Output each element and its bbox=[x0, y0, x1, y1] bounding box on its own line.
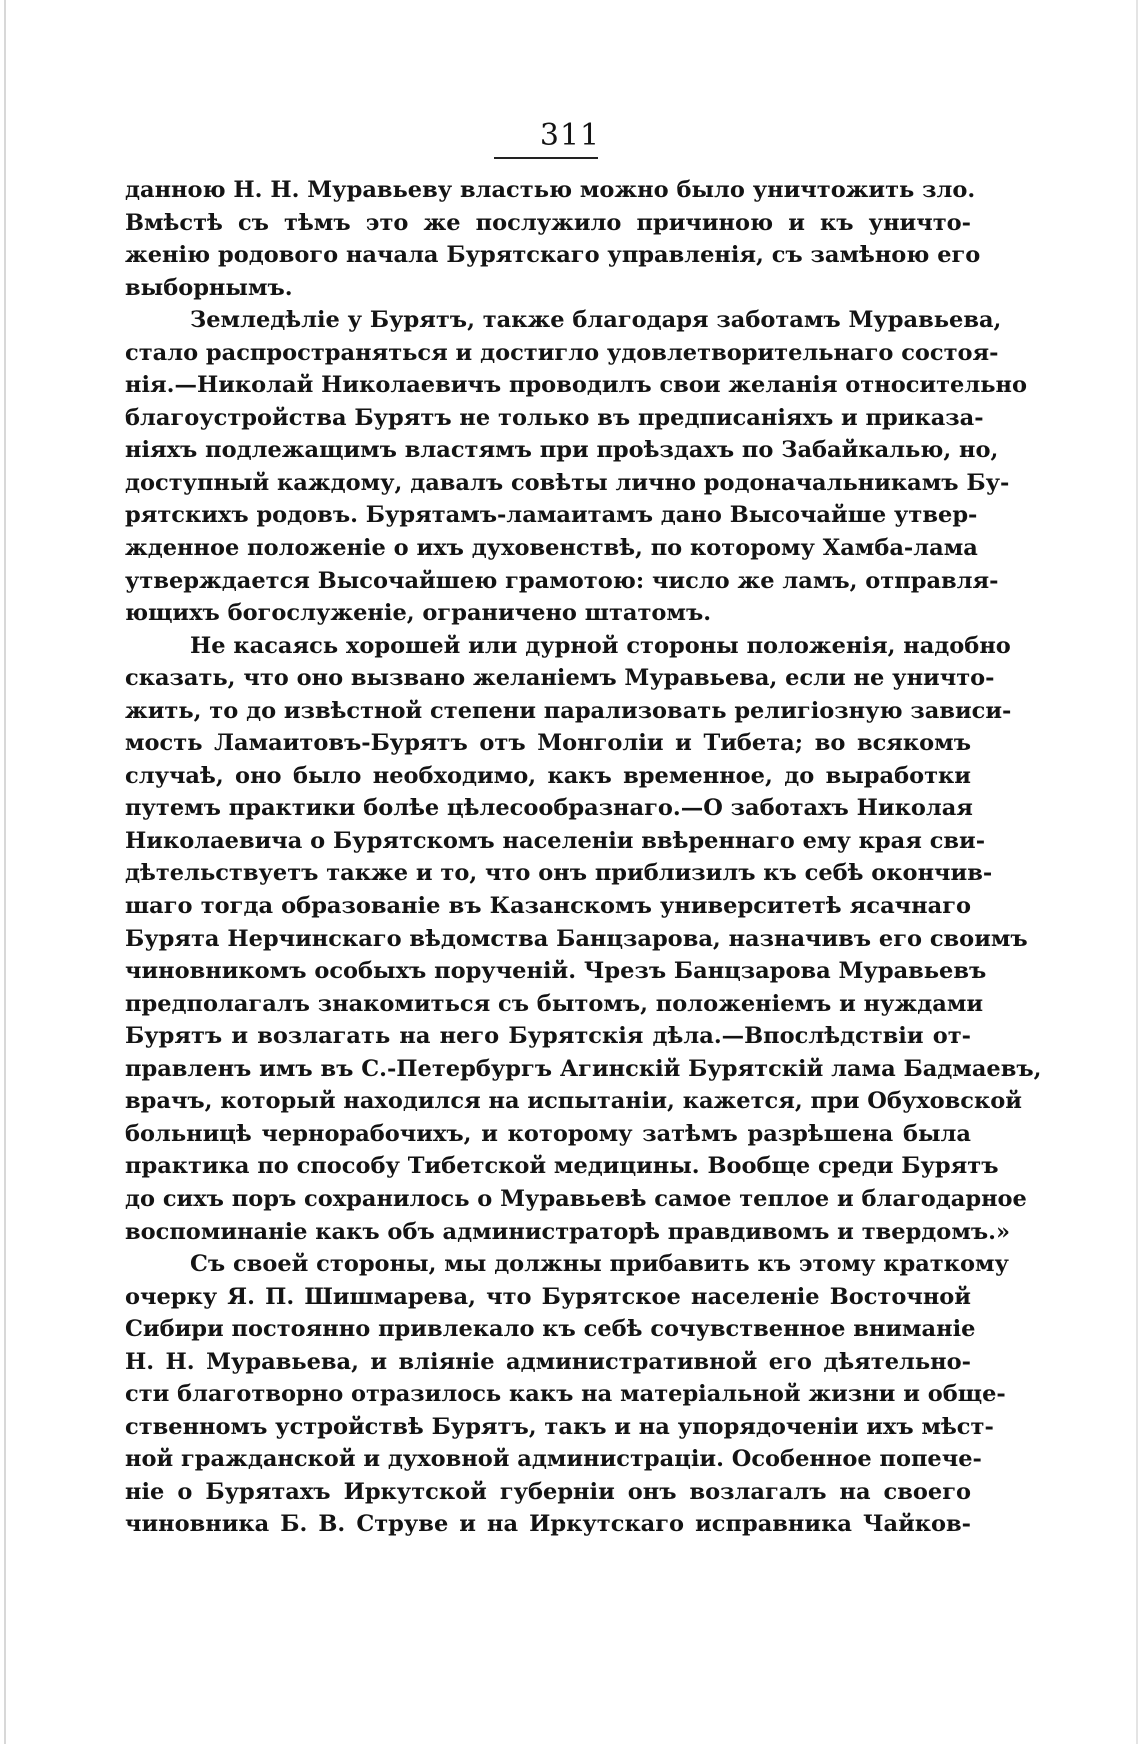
text-line: выборнымъ. bbox=[125, 274, 293, 301]
text-line: сказать, что оно вызвано желаніемъ Муравьева, если не уничто- bbox=[125, 665, 995, 692]
text-line: женію родового начала Бурятскаго управленія, съ замѣною его bbox=[125, 242, 981, 269]
scan-edge-right bbox=[1136, 0, 1138, 1744]
text-line: чиновникомъ особыхъ порученій. Чрезъ Банцзарова Муравьевъ bbox=[125, 958, 987, 985]
text-line: Вмѣстѣ съ тѣмъ это же послужило причиною и къ уничто- bbox=[125, 209, 971, 236]
text-line: больницѣ чернорабочихъ, и которому затѣмъ разрѣшена была bbox=[125, 1120, 971, 1147]
text-line: благоустройства Бурятъ не только въ предписаніяхъ и приказа- bbox=[125, 404, 984, 431]
text-line: Не касаясь хорошей или дурной стороны положенія, надобно bbox=[190, 632, 1011, 659]
text-line: Земледѣліе у Бурятъ, также благодаря заботамъ Муравьева, bbox=[190, 307, 1002, 334]
text-line: правленъ имъ въ С.-Петербургъ Агинскій Бурятскій лама Бадмаевъ, bbox=[125, 1055, 1042, 1082]
text-body bbox=[125, 174, 1042, 1541]
text-line: сти благотворно отразилось какъ на матеріальной жизни и обще- bbox=[125, 1381, 1006, 1408]
text-line: практика по способу Тибетской медицины. Вообще среди Бурятъ bbox=[125, 1153, 999, 1180]
text-line: очерку Я. П. Шишмарева, что Бурятское населеніе Восточной bbox=[125, 1283, 971, 1310]
text-line: доступный каждому, давалъ совѣты лично родоначальникамъ Бу- bbox=[125, 469, 1010, 496]
page-number: 311 bbox=[539, 118, 601, 153]
text-line: Бурята Нерчинскаго вѣдомства Банцзарова, назначивъ его своимъ bbox=[125, 925, 1028, 952]
text-line: ніе о Бурятахъ Иркутской губерніи онъ возлагалъ на своего bbox=[125, 1478, 971, 1505]
text-line: Н. Н. Муравьева, и вліяніе административной его дѣятельно- bbox=[125, 1348, 971, 1375]
text-line: дѣтельствуетъ также и то, что онъ приблизилъ къ себѣ окончив- bbox=[125, 860, 993, 887]
text-line: нія.—Николай Николаевичъ проводилъ свои желанія относительно bbox=[125, 372, 1027, 399]
text-line: случаѣ, оно было необходимо, какъ временное, до выработки bbox=[125, 762, 971, 789]
text-line: данною Н. Н. Муравьеву властью можно было уничтожить зло. bbox=[125, 177, 976, 203]
text-line: Съ своей стороны, мы должны прибавить къ этому краткому bbox=[190, 1251, 1009, 1278]
text-line: рятскихъ родовъ. Бурятамъ-ламаитамъ дано Высочайше утвер- bbox=[125, 502, 978, 529]
text-line: Николаевича о Бурятскомъ населеніи ввѣреннаго ему края сви- bbox=[125, 827, 986, 854]
text-line: ющихъ богослуженіе, ограничено штатомъ. bbox=[125, 600, 712, 627]
text-line: воспоминаніе какъ объ администраторѣ правдивомъ и твердомъ.» bbox=[125, 1218, 1011, 1245]
text-line: чиновника Б. В. Струве и на Иркутскаго исправника Чайков- bbox=[125, 1511, 971, 1538]
text-line: ніяхъ подлежащимъ властямъ при проѣздахъ по Забайкалью, но, bbox=[125, 437, 999, 464]
scan-edge-left bbox=[4, 0, 6, 1744]
text-line: мость Ламаитовъ-Бурятъ отъ Монголіи и Тибета; во всякомъ bbox=[125, 730, 971, 757]
text-line: предполагалъ знакомиться съ бытомъ, положеніемъ и нуждами bbox=[125, 990, 984, 1017]
text-line: шаго тогда образованіе въ Казанскомъ университетѣ ясачнаго bbox=[125, 893, 971, 920]
text-line: Сибири постоянно привлекало къ себѣ сочувственное вниманіе bbox=[125, 1316, 976, 1343]
text-line: ной гражданской и духовной администраціи. Особенное попече- bbox=[125, 1446, 982, 1473]
text-line: до сихъ поръ сохранилось о Муравьевѣ самое теплое и благодарное bbox=[125, 1185, 1027, 1212]
text-line: ственномъ устройствѣ Бурятъ, такъ и на упорядоченіи ихъ мѣст- bbox=[125, 1413, 994, 1440]
text-line: жить, то до извѣстной степени парализовать религіозную зависи- bbox=[125, 697, 1012, 724]
text-line: утверждается Высочайшею грамотою: число же ламъ, отправля- bbox=[125, 567, 999, 594]
text-line: врачъ, который находился на испытаніи, кажется, при Обуховской bbox=[125, 1088, 1022, 1115]
page-number-rule bbox=[494, 157, 598, 159]
text-line: путемъ практики болѣе цѣлесообразнаго.—О заботахъ Николая bbox=[125, 795, 973, 822]
text-line: жденное положеніе о ихъ духовенствѣ, по которому Хамба-лама bbox=[125, 535, 978, 562]
text-line: Бурятъ и возлагать на него Бурятскія дѣла.—Впослѣдствіи от- bbox=[125, 1023, 971, 1050]
text-line: стало распространяться и достигло удовлетворительнаго состоя- bbox=[125, 339, 999, 366]
